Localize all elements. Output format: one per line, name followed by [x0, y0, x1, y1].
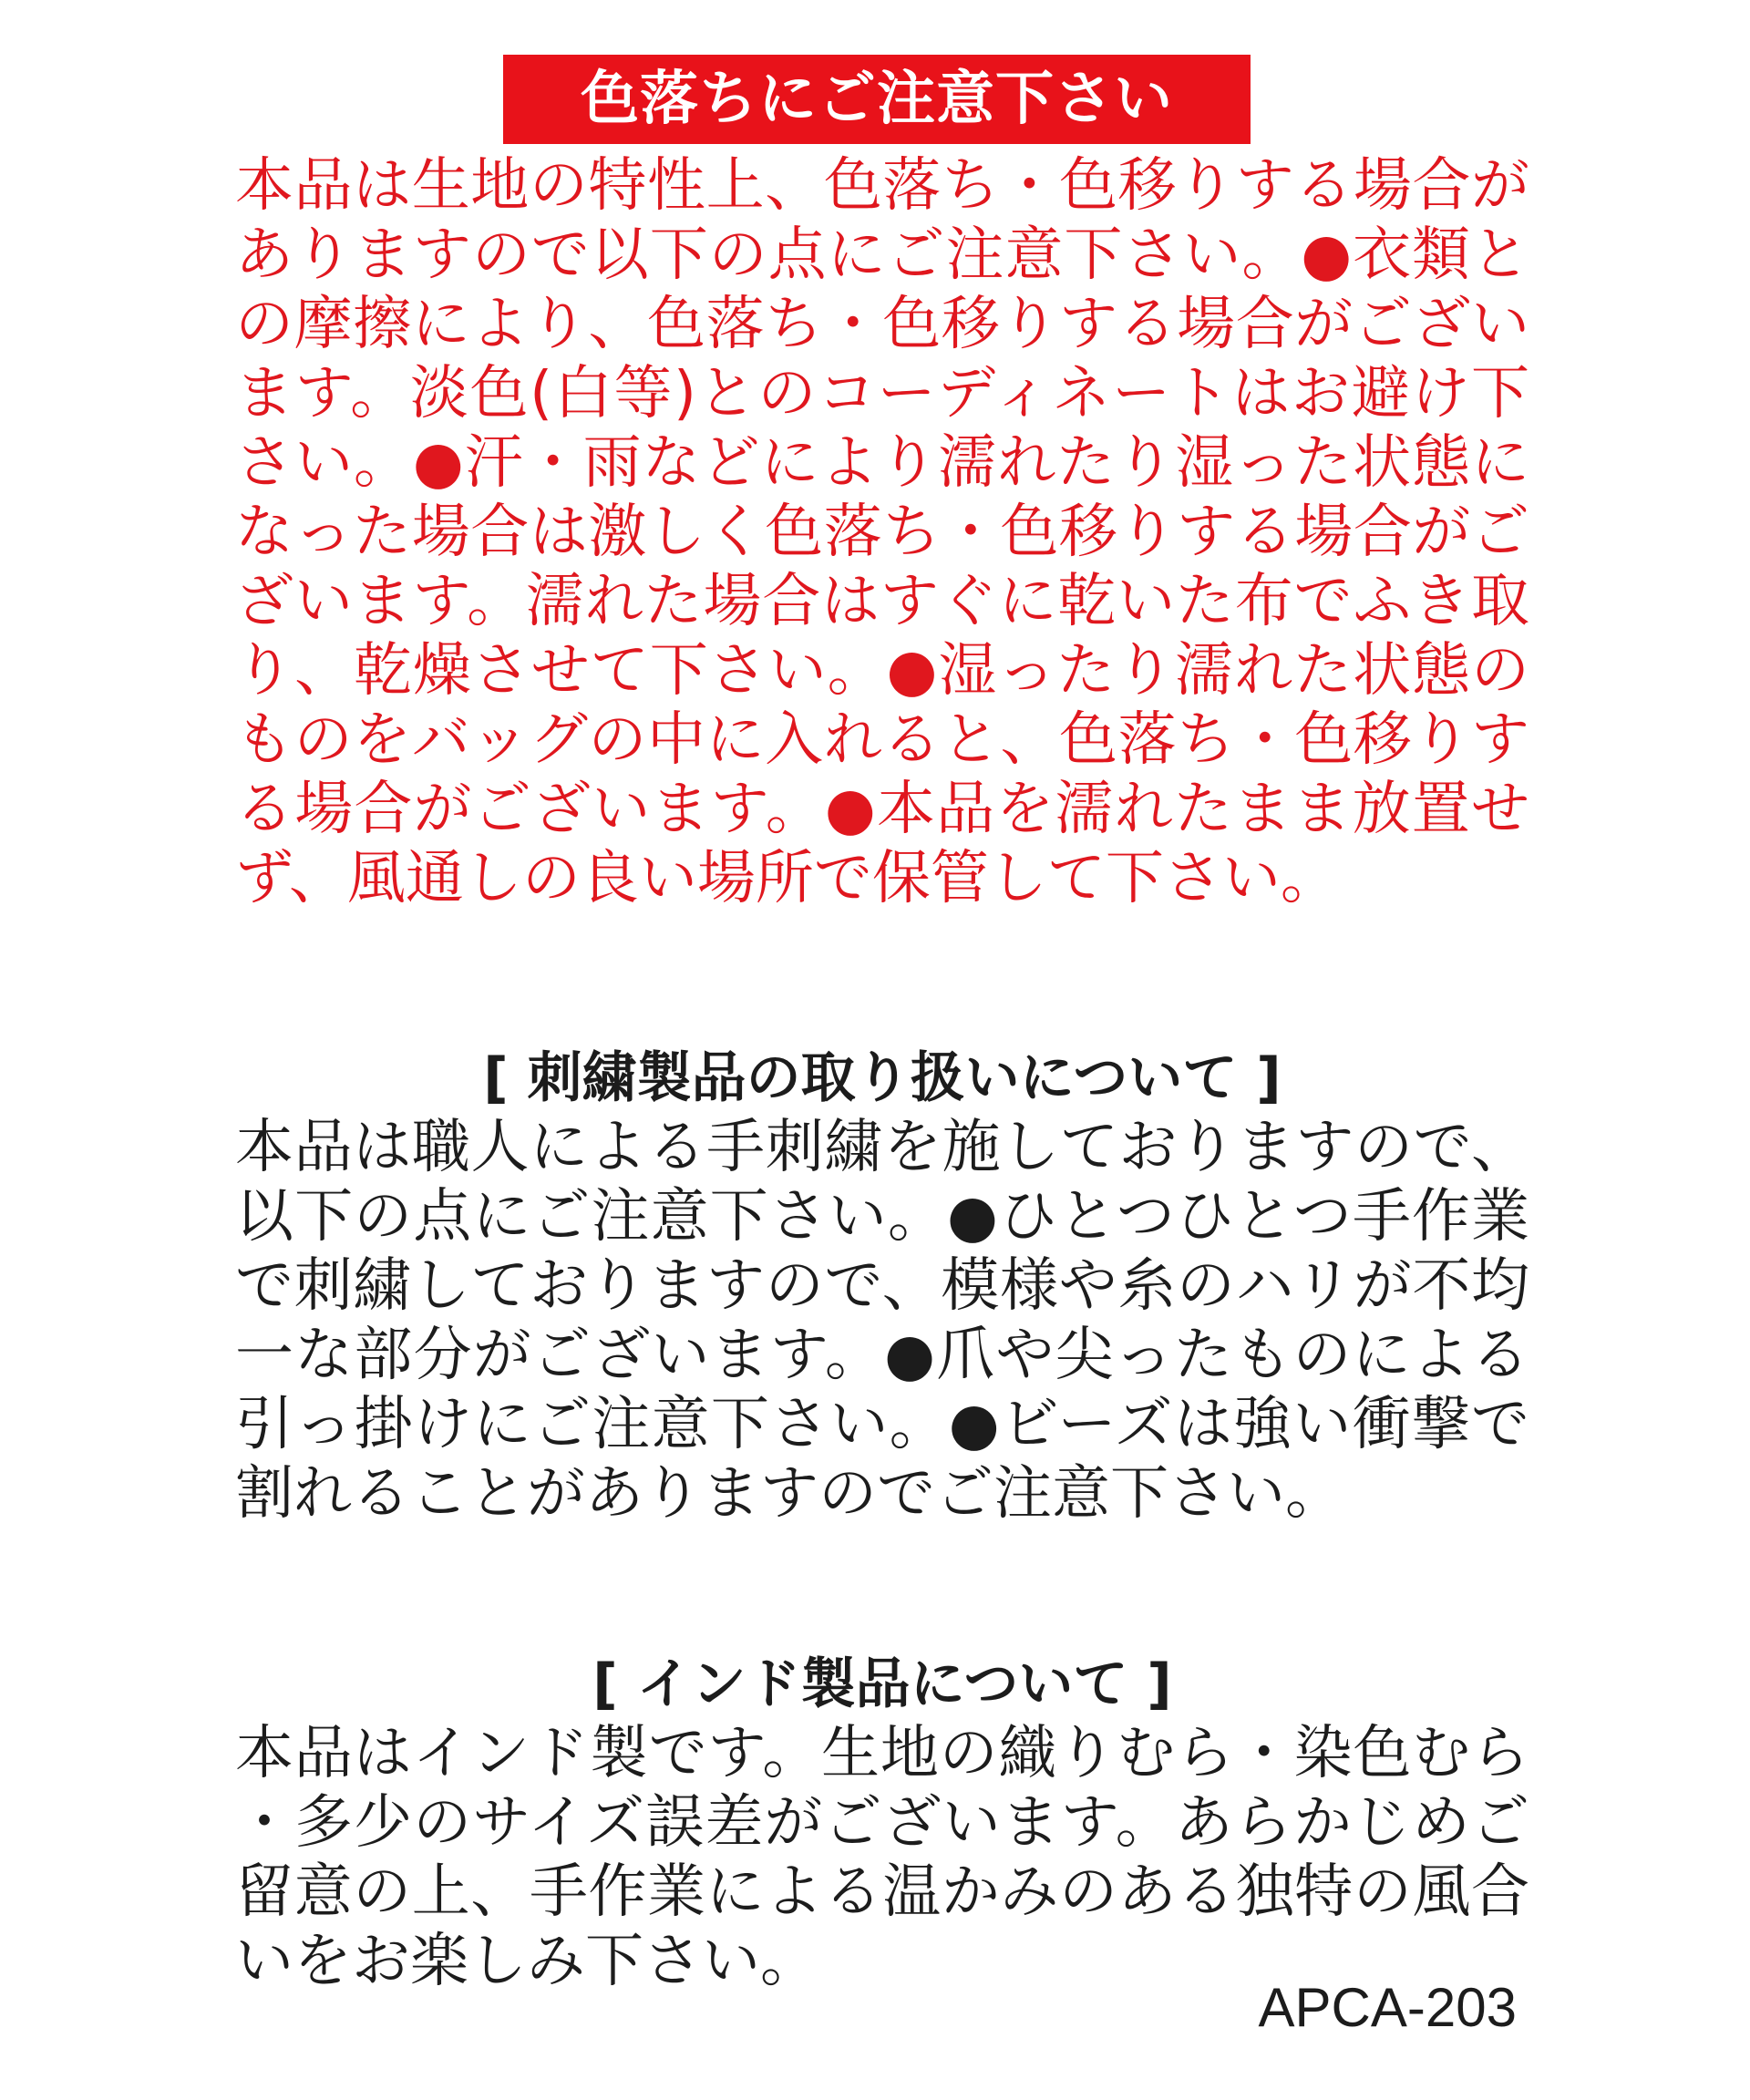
india-section-title: [ インド製品について ] — [592, 1652, 1172, 1716]
product-code: APCA-203 — [1258, 1977, 1517, 2038]
embroidery-section-title: [ 刺繍製品の取り扱いについて ] — [483, 1046, 1282, 1110]
color-warning-title-bar — [503, 55, 1251, 144]
india-body: 本品はインド製です。生地の織りむら・染色むら・多少のサイズ誤差がございます。あらかじめご留意の上、手作業による温かみのある独特の風合いをお楽しみ下さい。 — [235, 1720, 1529, 1995]
embroidery-body: 本品は職人による手刺繍を施しておりますので、以下の点にご注意下さい。●ひとつひとつ手作業で刺繍しておりますので、模様や糸のハリが不均一な部分がございます。●爪や尖ったものによる引っ掛けにご注意下さい。●ビーズは強い衝撃で割れることがありますのでご注意下さい。 — [235, 1114, 1529, 1528]
color-warning-title: 色落ちにご注意下さい — [581, 66, 1173, 133]
color-warning-body: 本品は生地の特性上、色落ち・色移りする場合がありますので以下の点にご注意下さい。●衣類との摩擦により、色落ち・色移りする場合がございます。淡色(白等)とのコーディネートはお避け下さい。●汗・雨などにより濡れたり湿った状態になった場合は激しく色落ち・色移りする場合がございます。濡れた場合はすぐに乾いた布でふき取り、乾燥させて下さい。●湿ったり濡れた状態のものをバッグの中に入れると、色落ち・色移りする場合がございます。●本品を濡れたまま放置せず、風通しの良い場所で保管して下さい。 — [235, 152, 1529, 912]
